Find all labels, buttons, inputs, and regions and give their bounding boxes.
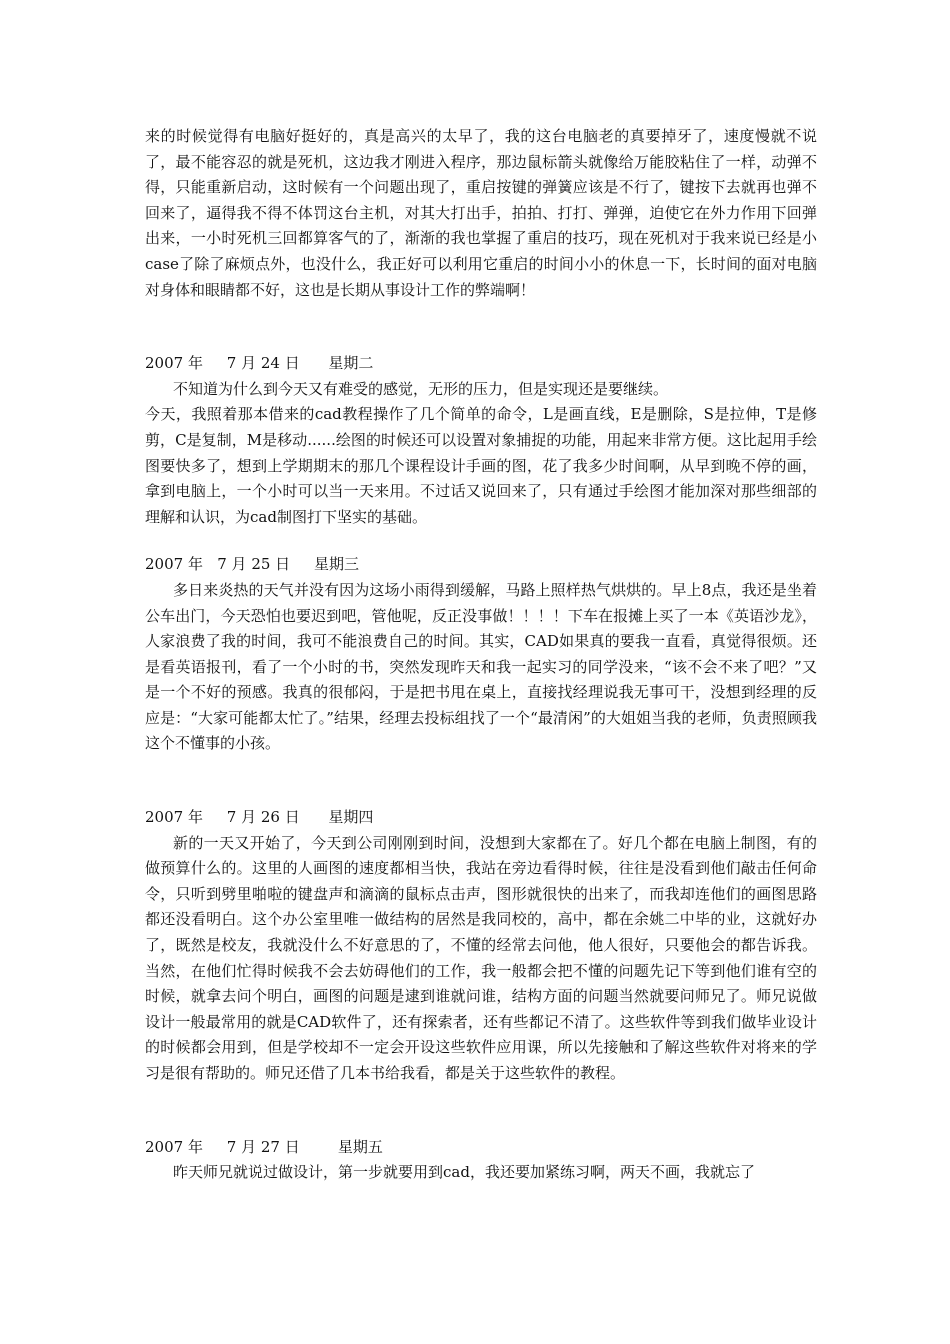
entry-paragraph: 多日来炎热的天气并没有因为这场小雨得到缓解，马路上照样热气烘烘的。早上8点，我还是坐着公车出门，今天恐怕也要迟到吧，管他呢，反正没事做！！！！下车在报摊上买了一本《英语沙龙》，人家浪费了我的时间，我可不能浪费自己的时间。其实，CAD如果真的要我一直看，真觉得很烦。还是看英语报刊，看了一个小时的书，突然发现昨天和我一起实习的同学没来，“该不会不来了吧？”又是一个不好的预感。我真的很郁闷，于是把书甩在桌上，直接找经理说我无事可干，没想到经理的反应是：“大家可能都太忙了。”结果，经理去投标组找了一个“最清闲”的大姐姐当我的老师，负责照顾我这个不懂事的小孩。 (145, 580, 817, 753)
spacer (145, 1087, 817, 1135)
entry-date-header: 2007 年 7 月 25 日 星期三 (145, 555, 360, 574)
entry-paragraph: 昨天师兄就说过做设计，第一步就要用到cad，我还要加紧练习啊，两天不画，我就忘了 (173, 1163, 755, 1182)
entry-paragraph: 今天，我照着那本借来的cad教程操作了几个简单的命令，L是画直线，E是删除，S是拉伸，T是修剪，C是复制，M是移动......绘图的时候还可以设置对象捕捉的功能，用起来非常方便。这比起用手绘图要快多了，想到上学期期末的那几个课程设计手画的图，花了我多少时间啊，从早到晚不停的画，拿到电脑上，一个小时可以当一天来用。不过话又说回来了，只有通过手绘图才能加深对那些细部的理解和认识，为cad制图打下坚实的基础。 (145, 405, 817, 526)
spacer (145, 530, 817, 552)
diary-entry-0724 (145, 351, 817, 530)
spacer (145, 303, 817, 351)
intro-paragraph: 来的时候觉得有电脑好挺好的，真是高兴的太早了，我的这台电脑老的真要掉牙了，速度慢就不说了，最不能容忍的就是死机，这边我才刚进入程序，那边鼠标箭头就像给万能胶粘住了一样，动弹不得，只能重新启动，这时候有一个问题出现了，重启按键的弹簧应该是不行了，键按下去就再也弹不回来了，逼得我不得不体罚这台主机，对其大打出手，拍拍、打打、弹弹，迫使它在外力作用下回弹出来，一小时死机三回都算客气的了，渐渐的我也掌握了重启的技巧，现在死机对于我来说已经是小case了除了麻烦点外，也没什么，我正好可以利用它重启的时间小小的休息一下，长时间的面对电脑对身体和眼睛都不好，这也是长期从事设计工作的弊端啊！ (145, 127, 817, 299)
spacer (145, 757, 817, 805)
diary-entry-0726 (145, 805, 817, 1087)
entry-paragraph: 不知道为什么到今天又有难受的感觉，无形的压力，但是实现还是要继续。 (173, 379, 669, 398)
entry-date-header: 2007 年 7 月 27 日 星期五 (145, 1137, 383, 1156)
entry-paragraph: 新的一天又开始了，今天到公司刚刚到时间，没想到大家都在了。好几个都在电脑上制图，有的做预算什么的。这里的人画图的速度都相当快，我站在旁边看得时候，往往是没看到他们敲击任何命令，只听到劈里啪啦的键盘声和滴滴的鼠标点击声，图形就很快的出来了，而我却连他们的画图思路都还没看明白。这个办公室里唯一做结构的居然是我同校的，高中，都在余姚二中毕的业，这就好办了，既然是校友，我就没什么不好意思的了，不懂的经常去问他，他人很好，只要他会的都告诉我。当然，在他们忙得时候我不会去妨碍他们的工作，我一般都会把不懂的问题先记下等到他们谁有空的时候，就拿去问个明白，画图的问题是逮到谁就问谁，结构方面的问题当然就要问师兄了。师兄说做设计一般最常用的就是CAD软件了，还有探索者，还有些都记不清了。这些软件等到我们做毕业设计的时候都会用到，但是学校却不一定会开设这些软件应用课，所以先接触和了解这些软件对将来的学习是很有帮助的。师兄还借了几本书给我看，都是关于这些软件的教程。 (145, 833, 817, 1082)
diary-entry-0727 (145, 1135, 817, 1186)
diary-entry-0725 (145, 552, 817, 757)
document-page (145, 124, 817, 1186)
entry-date-header: 2007 年 7 月 24 日 星期二 (145, 354, 374, 373)
entry-date-header: 2007 年 7 月 26 日 星期四 (145, 808, 374, 827)
